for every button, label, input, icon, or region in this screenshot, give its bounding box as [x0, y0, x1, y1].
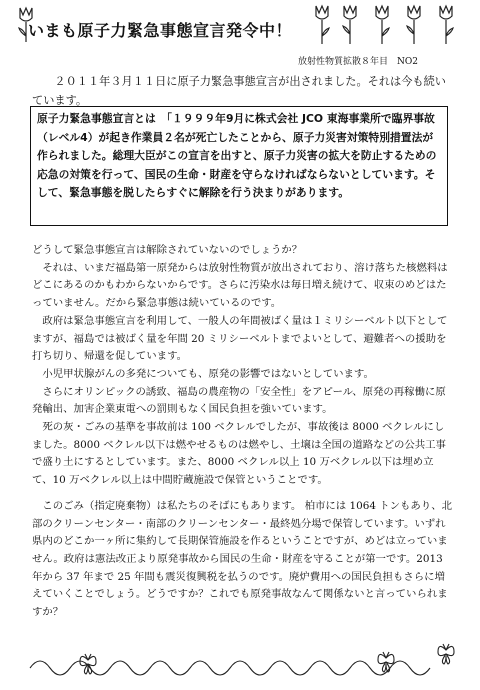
page-title: いまも原子力緊急事態宣言発令中！	[28, 21, 293, 40]
butterfly-icon	[438, 644, 454, 664]
body-paragraph: 政府は緊急事態宣言を利用して、一般人の年間被ばく量は１ミリシーベルト以下としてますが、福島では被ばく量を年間 20 ミリシーベルトまでよいとして、避難者への援助を打ち切り、帰還を促しています。	[32, 314, 448, 363]
intro-paragraph: ２０１１年３月１１日に原子力緊急事態宣言が出されました。それは今も続いています。	[32, 75, 446, 107]
body-paragraph: このごみ（指定廃棄物）は私たちのそばにもあります。 柏市には 1064 トンもあり、北部のクリーンセンター・南部のクリーンセンター・最終処分場で保管しています。いずれ県内のどこか一ヶ所に集約して長期保管施設を作るということですが、めどは立っていません。政府は憲法改正より原発事故から国民の生命・財産を守ることが第一です。2013 年から 37 年まで 25 年間も震災復興税を払うのです。廃炉費用への国民負担もさらに増えていくことでしょう。どうですか？これでも原発事故なんて関係ないと言っていられますか？	[32, 499, 452, 619]
body-question: どうして緊急事態宣言は解除されていないのでしょうか？	[32, 244, 303, 256]
tulip-icon	[316, 6, 329, 44]
tulip-icon	[376, 6, 389, 44]
tulip-icon	[407, 6, 420, 44]
body-paragraph: 小児甲状腺がんの多発についても、原発の影響ではないとしています。	[42, 367, 374, 380]
body-text	[32, 242, 452, 622]
tulip-icon	[440, 6, 453, 44]
bottom-decoration	[0, 640, 480, 690]
butterfly-icon	[378, 652, 394, 672]
issue-meta: 放射性物質拡散８年目 NO2	[298, 57, 418, 67]
butterfly-icon	[80, 654, 96, 674]
definition-box: 原子力緊急事態宣言とは 「１９９９年9月に株式会社 JCO 東海事業所で臨界事故（レベル4）が起き作業員２名が死亡したことから、原子力災害対策特別措置法が作られました。総理大臣がこの宣言を出すと、原子力災害の拡大を防止するための応急の対策を行って、国民の生命・財産を守らなければならないとしています。そして、緊急事態を脱したらすぐに解除を行う決まりがあります。	[30, 106, 448, 226]
body-paragraph: さらにオリンピックの誘致、福島の農産物の「安全性」をアピール、原発の再稼働に原発輸出、加害企業東電への罰則もなく国民負担を強いています。	[32, 385, 446, 416]
body-paragraph: それは、いまだ福島第一原発からは放射性物質が放出されており、溶け落ちた核燃料はどこにあるのかもわからないからです。さらに汚染水は毎日増え続けて、収束のめどはたっていません。だから緊急事態は続いているのです。	[32, 261, 448, 310]
body-paragraph: 死の灰・ごみの基準を事故前は 100 ベクレルでしたが、事故後は 8000 ベクレルにしました。8000 ベクレル以下は燃やせるものは燃やし、土壌は全国の道路などの公共工事で盛り土にするとしています。また、8000 ベクレル以上 10 万ベクレル以下は埋め立て、10 万ベクレル以上は中間貯蔵施設で保管ということです。	[32, 421, 446, 487]
tulip-icon	[343, 6, 356, 44]
